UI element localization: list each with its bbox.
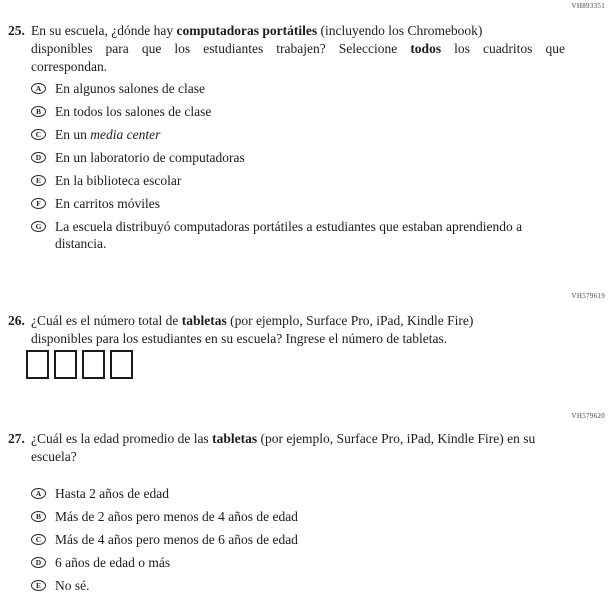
answer-option-A[interactable]	[31, 80, 576, 97]
option-label: No sé.	[55, 578, 90, 593]
question-25-options	[31, 80, 576, 258]
option-label: En un laboratorio de computadoras	[55, 150, 245, 165]
option-label: La escuela distribuyó computadoras portátiles a estudiantes que estaban aprendiendo a distancia.	[55, 219, 523, 251]
option-label: En todos los salones de clase	[55, 104, 212, 119]
question-text-line: escuela?	[31, 449, 77, 464]
question-26-number: 26.	[8, 313, 25, 328]
tablet-count-digit-box-2[interactable]	[54, 350, 77, 379]
option-E-checkbox-icon[interactable]: E	[31, 175, 46, 186]
option-label: Más de 2 años pero menos de 4 años de edad	[55, 509, 298, 524]
option-A-checkbox-icon[interactable]: A	[31, 488, 46, 499]
question-text-line: disponibles para los estudiantes en su escuela? Ingrese el número de tabletas.	[31, 331, 448, 346]
item-code-q27: VH579620	[571, 412, 605, 420]
question-27-text	[31, 430, 576, 466]
option-label: En la biblioteca escolar	[55, 173, 182, 188]
option-label: Más de 4 años pero menos de 6 años de edad	[55, 532, 298, 547]
answer-option-E[interactable]	[31, 577, 576, 593]
answer-option-B[interactable]	[31, 103, 576, 120]
option-F-checkbox-icon[interactable]: F	[31, 198, 46, 209]
question-25-number: 25.	[8, 23, 25, 38]
answer-option-B[interactable]	[31, 508, 576, 525]
option-C-checkbox-icon[interactable]: C	[31, 129, 46, 140]
item-code-q26: VH579619	[571, 292, 605, 300]
question-text-line: ¿Cuál es el número total de tabletas (por ejemplo, Surface Pro, iPad, Kindle Fire)	[31, 313, 474, 328]
item-code-q25: VH893351	[571, 2, 605, 10]
tablet-count-input	[26, 350, 133, 379]
question-text-line: correspondan.	[31, 59, 108, 74]
answer-option-D[interactable]	[31, 149, 576, 166]
option-label: En algunos salones de clase	[55, 81, 205, 96]
answer-option-C[interactable]	[31, 126, 576, 143]
option-label: Hasta 2 años de edad	[55, 486, 169, 501]
option-E-checkbox-icon[interactable]: E	[31, 580, 46, 591]
question-26-text	[31, 312, 576, 348]
question-25-text	[31, 22, 565, 76]
option-label: 6 años de edad o más	[55, 555, 171, 570]
answer-option-F[interactable]	[31, 195, 576, 212]
answer-option-G[interactable]	[31, 218, 576, 252]
option-A-checkbox-icon[interactable]: A	[31, 83, 46, 94]
question-text-line: ¿Cuál es la edad promedio de las tabletas (por ejemplo, Surface Pro, iPad, Kindle Fire) en su	[31, 431, 536, 446]
option-label: En carritos móviles	[55, 196, 160, 211]
tablet-count-digit-box-4[interactable]	[110, 350, 133, 379]
option-G-checkbox-icon[interactable]: G	[31, 221, 46, 232]
answer-option-E[interactable]	[31, 172, 576, 189]
question-27-options	[31, 485, 576, 593]
answer-option-A[interactable]	[31, 485, 576, 502]
answer-option-D[interactable]	[31, 554, 576, 571]
option-C-checkbox-icon[interactable]: C	[31, 534, 46, 545]
question-text-line: En su escuela, ¿dónde hay computadoras portátiles (incluyendo los Chromebook)	[31, 23, 483, 38]
option-D-checkbox-icon[interactable]: D	[31, 557, 46, 568]
question-text-line: disponibles para que los estudiantes trabajen? Seleccione todos los cuadritos que	[31, 41, 565, 56]
option-B-checkbox-icon[interactable]: B	[31, 511, 46, 522]
answer-option-C[interactable]	[31, 531, 576, 548]
option-B-checkbox-icon[interactable]: B	[31, 106, 46, 117]
option-label: En un media center	[55, 127, 161, 142]
tablet-count-digit-box-3[interactable]	[82, 350, 105, 379]
tablet-count-digit-box-1[interactable]	[26, 350, 49, 379]
question-27-number: 27.	[8, 431, 25, 446]
option-D-checkbox-icon[interactable]: D	[31, 152, 46, 163]
